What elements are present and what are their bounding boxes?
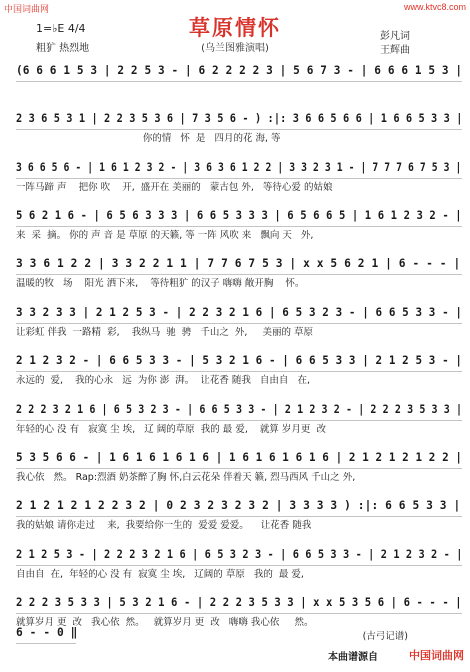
notation-line: 5 3 5 6 6 - | 1 6 1 6 1 6 1 6 | 1 6 1 6 1 6 1 6 | 2 1 2 1 2 1 2 2 | (16, 451, 463, 464)
notation-line: (6 6 6 1 5 3 | 2 2 5 3 - | 6 2 2 2 2 3 | 5 6 7 3 - | 6 6 6 1 5 3 | (16, 64, 463, 77)
lyric-line: 我的姑娘 请你走过 来, 我要给你一生的 爱爱 爱爱。 让花香 随我 (16, 520, 312, 531)
lyric-line: 一阵马蹄 声 把你 吹 开, 盛开在 美丽的 蒙古包 外, 等待心爱 的姑娘 (16, 182, 333, 193)
score-system (16, 257, 462, 303)
performer-subtitle: (乌兰图雅演唱) (201, 43, 269, 54)
score-system (16, 354, 462, 400)
score-system (16, 209, 462, 255)
notation-line: 2 2 2 3 5 3 3 | 5 3 2 1 6 - | 2 2 2 3 5 3 3 | x x 5 3 5 6 | 6 - - - | (16, 596, 462, 609)
lyric-line: 来 采 摘。 你的 声 音 是 草原 的天籁, 等 一阵 风吹 来 飘向 天 外, (16, 230, 314, 241)
notation-line: 3 3 6 1 2 2 | 3 3 2 2 1 1 | 7 7 6 7 5 3 | x x 5 6 2 1 | 6 - - - | (16, 257, 461, 270)
watermark-left: 中国词曲网 (4, 4, 50, 14)
transcriber-credit: (古弓记谱) (362, 631, 408, 642)
score-system (16, 161, 462, 207)
score-system (16, 451, 462, 497)
beam-underline (16, 641, 76, 644)
notation-line: 6 - - 0 ‖ (16, 626, 78, 639)
score-system (16, 64, 462, 110)
watermark-right: www.ktvc8.com (403, 2, 466, 12)
notation-line: 3 3 2 3 3 | 2 1 2 5 3 - | 2 2 3 2 1 6 | 6 5 3 2 3 - | 6 6 5 3 3 - | (16, 306, 463, 319)
lyric-line: 让彩虹 伴我 一路精 彩, 我纵马 驰 骋 千山之 外, 美丽的 草原 (16, 327, 314, 338)
score-system (16, 112, 462, 158)
lyric-line: 年轻的心 没 有 寂寞 尘 埃, 辽 阔的草原 我的 最 爱, 就算 岁月更 改 (16, 424, 326, 435)
lyric-line: 我心依 然。 Rap:烈酒 奶茶醉了胸 怀,白云花朵 伴着天 籁, 烈马西风 千山之 外, (16, 472, 356, 483)
notation-line: 3 6 6 5 6 - | 1 6 1 2 3 2 - | 3 6 3 6 1 2 2 | 3 3 2 3 1 - | 7 7 7 6 7 5 3 | (16, 161, 462, 174)
score-system (16, 499, 462, 545)
notation-line: 2 2 2 3 2 1 6 | 6 5 3 2 3 - | 6 6 5 3 3 - | 2 1 2 3 2 - | 2 2 2 3 5 3 3 | (16, 403, 463, 416)
score-system (16, 306, 462, 352)
notation-line: 2 1 2 3 2 - | 6 6 5 3 3 - | 5 3 2 1 6 - | 6 6 5 3 3 | 2 1 2 5 3 - | (16, 354, 463, 367)
composer-credit: 王辉曲 (380, 45, 410, 56)
lyric-line: 你的情 怀 是 四月的花 海, 等 (16, 133, 281, 144)
notation-line: 2 3 6 5 3 1 | 2 2 3 5 3 6 | 7 3 5 6 - ) :|: 3 6 6 5 6 6 | 1 6 6 5 3 3 | (16, 112, 463, 125)
lyric-line: 永远的 爱, 我的心永 远 为你 澎 湃。 让花香 随我 自由自 在, (16, 375, 310, 386)
tempo-marking: 粗犷 热烈地 (36, 43, 90, 54)
footer-source-label: 本曲谱源自 (328, 652, 378, 663)
notation-line: 2 1 2 1 2 1 2 2 3 2 | 0 2 3 2 3 2 3 2 | 3 3 3 3 ) :|: 6 6 5 3 3 | (16, 499, 461, 512)
notation-line: 2 1 2 5 3 - | 2 2 2 3 2 1 6 | 6 5 3 2 3 - | 6 6 5 3 3 - | 2 1 2 3 2 - | (16, 548, 463, 561)
footer-brand: 中国词曲网 (409, 649, 464, 662)
lyric-line: 温暖的牧 场 阳光 洒下来, 等待粗犷 的汉子 嗨嗨 敞开胸 怀。 (16, 278, 305, 289)
song-title: 草原情怀 (189, 16, 281, 40)
lyricist-credit: 彭凡词 (380, 31, 410, 42)
score-system (16, 403, 462, 449)
score-system (16, 548, 462, 594)
beam-underline (16, 79, 462, 82)
key-signature: 1=♭E 4/4 (36, 22, 86, 35)
lyric-line: 自由自 在, 年轻的心 没 有 寂寞 尘 埃, 辽阔的 草原 我的 最 爱, (16, 569, 304, 580)
notation-line: 5 6 2 1 6 - | 6 5 6 3 3 3 | 6 6 5 3 3 3 | 6 5 6 6 5 | 1 6 1 2 3 2 - | (16, 209, 462, 222)
lyric-line: 就算岁月 更 改 我心依 然。 就算岁月 更 改 嗨嗨 我心依 然。 (16, 617, 314, 628)
